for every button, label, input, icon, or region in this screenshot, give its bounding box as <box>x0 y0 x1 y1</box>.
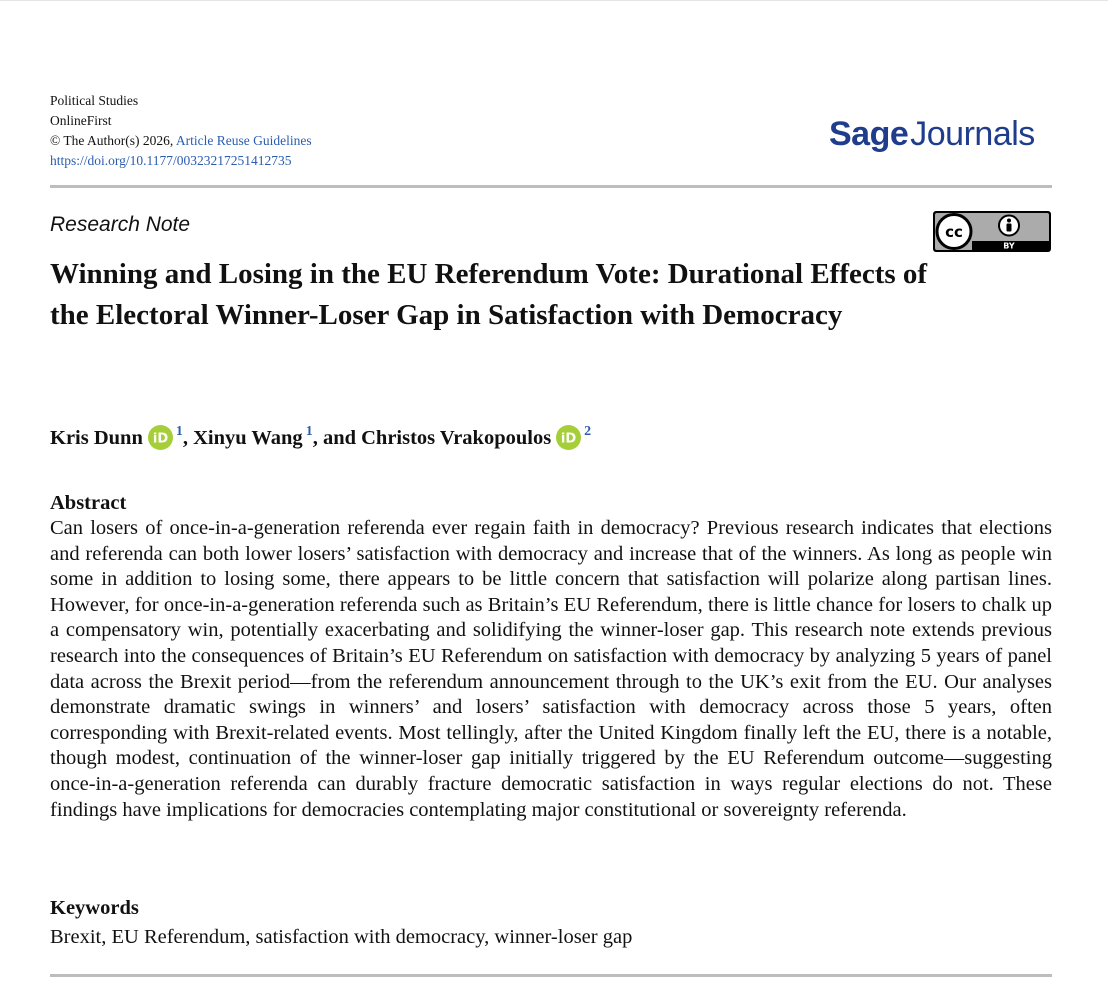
affiliation-marker[interactable]: 1 <box>305 424 313 439</box>
publisher-logo <box>829 112 1035 156</box>
journal-meta <box>50 91 312 171</box>
svg-text:iD: iD <box>152 431 168 447</box>
by-attribution-icon <box>999 216 1019 236</box>
journal-name: Political Studies <box>50 93 139 108</box>
author-separator: , <box>182 427 194 449</box>
abstract-text: Can losers of once-in-a-generation referenda ever regain faith in democracy? Previous research indicates that elections and referenda can both lower losers’ satisfaction with democracy and increase that of the winners. As long as people win some in addition to losing some, there appears to be little concern that satisfaction will polarize along partisan lines. However, for once-in-a-generation referenda such as Britain’s EU Referendum, there is little chance for losers to chalk up a compensatory win, potentially exacerbating and solidifying the winner-loser gap. This research note extends previous research into the consequences of Britain’s EU Referendum on satisfaction with democracy by analyzing 5 years of panel data across the Brexit period—from the referendum announcement through to the UK’s exit from the EU. Our analyses demonstrate dramatic swings in winners’ and losers’ satisfaction with democracy across those 5 years, often corresponding with Brexit-related events. Most tellingly, after the United Kingdom finally left the EU, there is a notable, though modest, continuation of the winner-loser gap initially triggered by the EU Referendum outcome—suggesting once-in-a-generation referenda can durably fracture democratic satisfaction in ways regular elections do not. These findings have implications for democracies contemplating major constitutional or sovereignty referenda. <box>50 517 1052 821</box>
author-list <box>50 418 591 452</box>
cc-by-license-badge[interactable] <box>933 211 1051 252</box>
footer-divider <box>50 974 1052 977</box>
article-type: Research Note <box>50 213 191 236</box>
doi-link[interactable]: https://doi.org/10.1177/00323217251412735 <box>50 153 292 168</box>
author-name: Kris Dunn <box>50 427 143 449</box>
copyright-line <box>50 131 312 151</box>
reuse-guidelines-link[interactable]: Article Reuse Guidelines <box>175 133 312 148</box>
logo-journals-text: Journals <box>910 115 1035 153</box>
orcid-icon[interactable] <box>556 425 581 450</box>
keywords-heading: Keywords <box>50 897 139 919</box>
abstract-heading: Abstract <box>50 492 127 514</box>
author-name: Christos Vrakopoulos <box>361 427 552 449</box>
affiliation-marker[interactable]: 1 <box>175 424 183 439</box>
svg-text:cc: cc <box>945 223 963 241</box>
orcid-icon[interactable] <box>148 425 173 450</box>
cc-icon <box>937 215 971 249</box>
license-by-label: BY <box>1003 241 1015 251</box>
keywords-list: Brexit, EU Referendum, satisfaction with democracy, winner-loser gap <box>50 926 633 948</box>
affiliation-marker[interactable]: 2 <box>584 424 592 439</box>
issue-label: OnlineFirst <box>50 113 112 128</box>
copyright-text: © The Author(s) 2026, <box>50 133 176 148</box>
top-edge-line <box>0 0 1108 1</box>
logo-sage-text: Sage <box>829 115 909 153</box>
svg-text:iD: iD <box>561 431 577 447</box>
author-separator: , and <box>312 427 362 449</box>
author-name: Xinyu Wang <box>193 427 303 449</box>
article-title: Winning and Losing in the EU Referendum Vote: Durational Effects of the Electoral Winner-Loser Gap in Satisfaction with Democracy <box>50 258 928 331</box>
header-divider <box>50 185 1052 188</box>
